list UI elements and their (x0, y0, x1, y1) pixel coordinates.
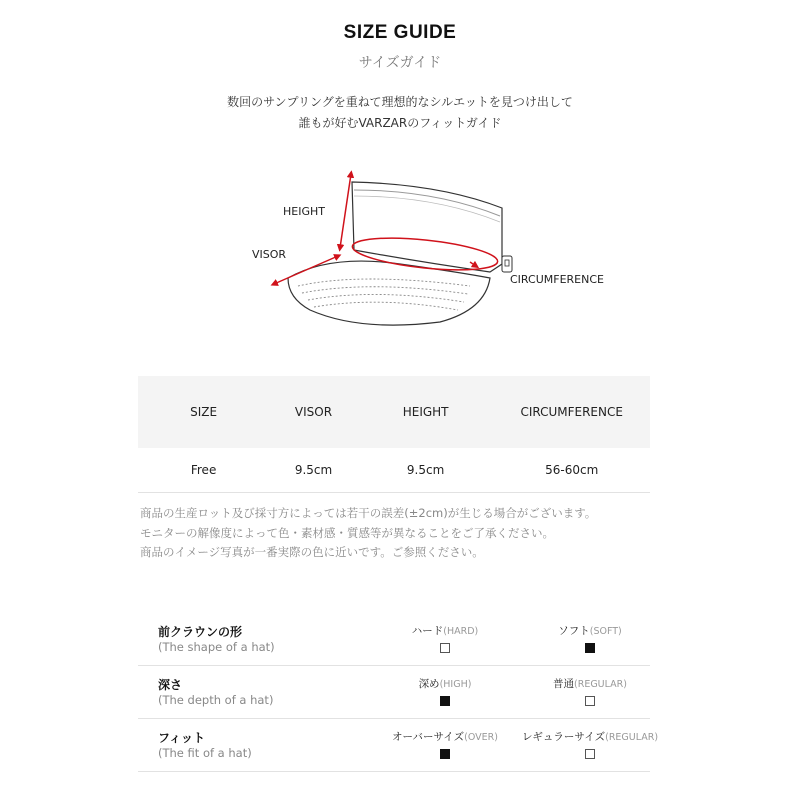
checkbox-empty-icon (440, 643, 450, 653)
attribute-row-fit (138, 719, 659, 772)
note-line: モニターの解像度によって色・素材感・質感等が異なることをご了承ください。 (140, 525, 554, 540)
option-label-en: (HIGH) (439, 679, 472, 690)
cell-circumference: 56-60cm (493, 448, 650, 493)
side-tag (502, 256, 512, 272)
header-size: SIZE (138, 376, 269, 448)
option-label-en: (REGULAR) (605, 732, 659, 743)
notes (140, 504, 660, 563)
option-regular-depth (515, 676, 665, 706)
visor-outline (288, 261, 490, 325)
option-label-en: (REGULAR) (574, 679, 627, 690)
attribute-name: 前クラウンの形 (158, 625, 243, 639)
option-label: 深め (418, 678, 440, 690)
height-label: HEIGHT (283, 205, 325, 218)
table-row (138, 448, 650, 493)
option-hard (370, 623, 520, 653)
attribute-desc: (The depth of a hat) (158, 693, 274, 707)
cell-height: 9.5cm (358, 448, 494, 493)
header-circumference: CIRCUMFERENCE (493, 376, 650, 448)
option-label-en: (HARD) (443, 626, 479, 637)
option-high (370, 676, 520, 706)
option-label: ハード (411, 625, 444, 637)
intro-line-2: 誰もが好むVARZARのフィットガイド (298, 116, 502, 130)
cell-size: Free (138, 448, 269, 493)
cap-diagram (240, 160, 640, 350)
attribute-name: フィット (158, 731, 206, 745)
option-label: 普通 (553, 678, 575, 690)
attribute-table (138, 613, 659, 772)
option-over (370, 729, 520, 759)
page-title: SIZE GUIDE (343, 22, 457, 43)
attribute-desc: (The fit of a hat) (158, 746, 252, 760)
option-label: オーバーサイズ (392, 731, 465, 743)
attribute-name: 深さ (158, 678, 183, 692)
attribute-desc: (The shape of a hat) (158, 640, 275, 654)
note-line: 商品のイメージ写真が一番実際の色に近いです。ご参照ください。 (140, 545, 484, 559)
circumference-label: CIRCUMFERENCE (510, 273, 604, 286)
cap-illustration (240, 160, 640, 350)
option-label: レギュラーサイズ (521, 731, 606, 743)
note-line: 商品の生産ロット及び採寸方によっては若干の誤差(±2cm)が生じる場合がございます。 (140, 506, 597, 520)
checkbox-empty-icon (585, 696, 595, 706)
option-label-en: (OVER) (464, 732, 498, 743)
size-table-header-row (138, 376, 650, 448)
checkbox-filled-icon (440, 749, 450, 759)
option-regular-fit (515, 729, 665, 759)
intro-line-1: 数回のサンプリングを重ねて理想的なシルエットを見つけ出して (227, 95, 573, 109)
intro-text (0, 92, 800, 134)
attribute-row-depth (138, 666, 650, 719)
option-label: ソフト (558, 625, 590, 637)
checkbox-empty-icon (585, 749, 595, 759)
page-subtitle: サイズガイド (358, 55, 442, 71)
checkbox-filled-icon (585, 643, 595, 653)
header-visor: VISOR (269, 376, 358, 448)
size-table (138, 376, 650, 493)
attribute-row-shape (138, 613, 650, 666)
height-arrow (340, 174, 351, 248)
option-soft (515, 623, 665, 653)
visor-label: VISOR (252, 248, 287, 261)
cell-visor: 9.5cm (269, 448, 358, 493)
header-height: HEIGHT (358, 376, 494, 448)
option-label-en: (SOFT) (589, 626, 622, 637)
checkbox-filled-icon (440, 696, 450, 706)
